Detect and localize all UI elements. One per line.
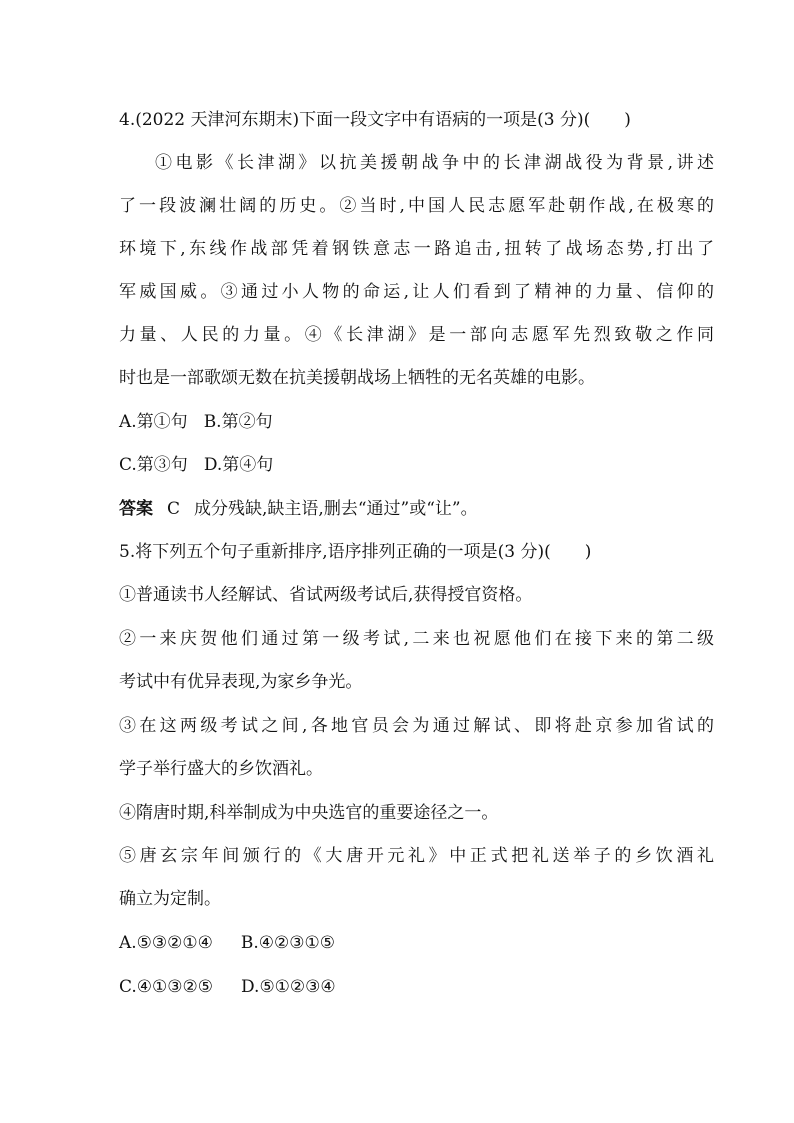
q4-option-c[interactable]: C.第③句 bbox=[119, 455, 188, 475]
q4-passage-line: ①电影《长津湖》以抗美援朝战争中的长津湖战役为背景,讲述 bbox=[155, 153, 714, 173]
answer-label: 答案 bbox=[119, 499, 153, 519]
q4-passage-line: 军威国威。③通过小人物的命运,让人们看到了精神的力量、信仰的 bbox=[119, 282, 714, 302]
q4-passage-line: 时也是一部歌颂无数在抗美援朝战场上牺牲的无名英雄的电影。 bbox=[119, 368, 595, 388]
q5-sentence-line: 考试中有优异表现,为家乡争光。 bbox=[119, 672, 363, 692]
q4-option-b[interactable]: B.第②句 bbox=[203, 412, 273, 432]
q5-option-a[interactable]: A.⑤③②①④ bbox=[119, 933, 213, 953]
q5-option-d[interactable]: D.⑤①②③④ bbox=[241, 977, 336, 997]
q5-sentence-line: ②一来庆贺他们通过第一级考试,二来也祝愿他们在接下来的第二级 bbox=[119, 629, 714, 649]
q5-option-b[interactable]: B.④②③①⑤ bbox=[240, 933, 335, 953]
q4-passage-line: 环境下,东线作战部凭着钢铁意志一路追击,扭转了战场态势,打出了 bbox=[119, 239, 714, 259]
q4-option-d[interactable]: D.第④句 bbox=[203, 455, 274, 475]
q4-stem: 4.(2022 天津河东期末)下面一段文字中有语病的一项是(3 分)( ) bbox=[119, 110, 631, 130]
q4-option-a[interactable]: A.第①句 bbox=[119, 412, 188, 432]
answer-letter: C bbox=[167, 499, 181, 519]
q5-options-row-2 bbox=[119, 975, 714, 999]
q5-options-row-1 bbox=[119, 931, 714, 955]
q4-passage-line: 力量、人民的力量。④《长津湖》是一部向志愿军先烈致敬之作同 bbox=[119, 325, 714, 345]
q4-options-row-2 bbox=[119, 453, 714, 477]
q4-options-row-1 bbox=[119, 410, 714, 434]
q5-stem: 5.将下列五个句子重新排序,语序排列正确的一项是(3 分)( ) bbox=[119, 542, 592, 562]
answer-explanation: 成分残缺,缺主语,删去“通过”或“让”。 bbox=[194, 499, 478, 519]
q5-sentence-line: 学子举行盛大的乡饮酒礼。 bbox=[119, 759, 323, 779]
q5-sentence-line: ①普通读书人经解试、省试两级考试后,获得授官资格。 bbox=[119, 585, 533, 605]
q4-passage-line: 了一段波澜壮阔的历史。②当时,中国人民志愿军赴朝作战,在极寒的 bbox=[119, 196, 714, 216]
q5-sentence-line: ③在这两级考试之间,各地官员会为通过解试、即将赴京参加省试的 bbox=[119, 716, 714, 736]
q5-sentence-line: ④隋唐时期,科举制成为中央选官的重要途径之一。 bbox=[119, 803, 499, 823]
q5-sentence-line: ⑤唐玄宗年间颁行的《大唐开元礼》中正式把礼送举子的乡饮酒礼 bbox=[119, 846, 714, 866]
q5-option-c[interactable]: C.④①③②⑤ bbox=[119, 977, 214, 997]
q4-answer bbox=[119, 497, 714, 521]
q5-sentence-line: 确立为定制。 bbox=[119, 889, 221, 909]
